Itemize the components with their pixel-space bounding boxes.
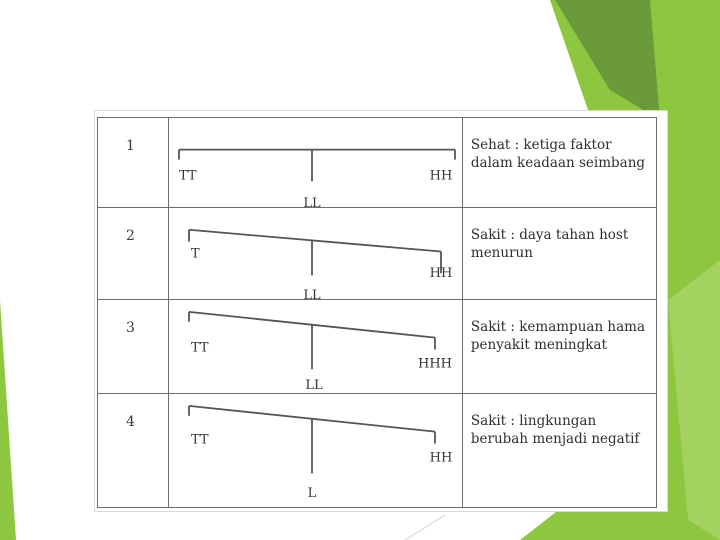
row-description: Sakit : kemampuan hama penyakit meningkat [470, 319, 646, 353]
middle-factor-label: LL [303, 196, 321, 207]
left-factor-label: T [190, 246, 200, 262]
row-number-cell [98, 208, 169, 300]
table-row [98, 118, 657, 208]
triad-balance-diagram [169, 208, 465, 299]
description-cell [462, 300, 656, 394]
row-description: Sakit : lingkungan berubah menjadi negatif [470, 413, 640, 447]
balance-lines [189, 230, 441, 276]
row-number-cell [98, 394, 169, 508]
middle-factor-label: LL [305, 378, 323, 393]
balance-lines [189, 406, 435, 473]
right-factor-label: HHH [417, 356, 452, 372]
right-factor-label: HH [429, 450, 453, 466]
left-factor-label: TT [190, 432, 209, 448]
triad-model-table [97, 117, 657, 508]
middle-factor-label: L [307, 486, 317, 502]
triad-balance-diagram [169, 300, 465, 393]
row-number: 3 [126, 320, 135, 336]
table-row [98, 394, 657, 508]
triad-diagram-cell [168, 208, 462, 300]
row-number-cell [98, 300, 169, 394]
thin-decoration-line [405, 515, 445, 540]
description-cell [462, 118, 656, 208]
balance-lines [189, 312, 435, 369]
left-factor-label: TT [178, 168, 197, 184]
table-row [98, 300, 657, 394]
row-description: Sehat : ketiga faktor dalam keadaan seimbang [470, 137, 646, 171]
right-factor-label: HH [429, 266, 453, 282]
row-description: Sakit : daya tahan host menurun [470, 227, 629, 261]
description-cell [462, 394, 656, 508]
row-number: 4 [126, 414, 135, 430]
triad-diagram-cell [168, 118, 462, 208]
row-number: 2 [126, 228, 135, 244]
left-factor-label: TT [190, 340, 209, 356]
green-shape-left [0, 300, 16, 540]
balance-lines [179, 150, 455, 182]
row-number-cell [98, 118, 169, 208]
row-number: 1 [126, 138, 135, 154]
table-row [98, 208, 657, 300]
triad-balance-diagram [169, 394, 465, 507]
epidemiology-triad-table [94, 110, 668, 512]
triad-diagram-cell [168, 394, 462, 508]
triad-balance-diagram [169, 118, 465, 207]
triad-diagram-cell [168, 300, 462, 394]
right-factor-label: HH [429, 168, 453, 184]
description-cell [462, 208, 656, 300]
middle-factor-label: LL [303, 288, 321, 299]
